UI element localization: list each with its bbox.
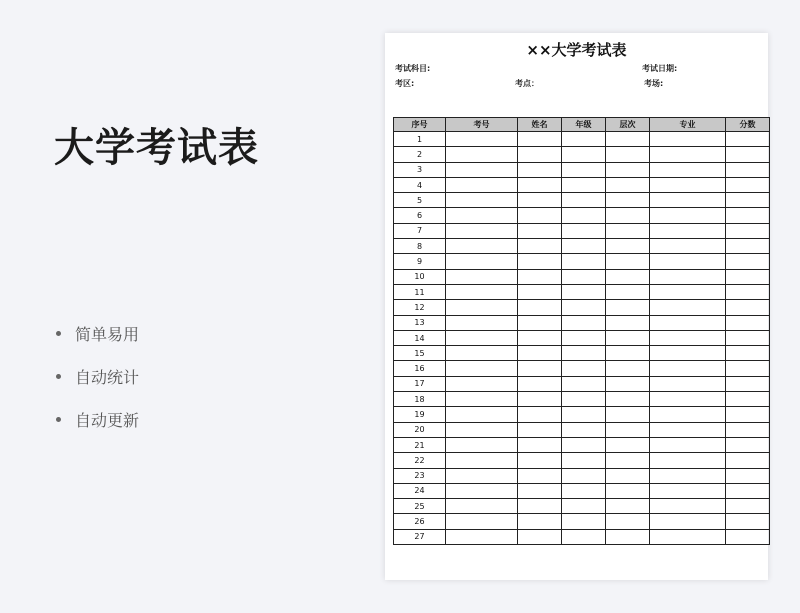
table-cell bbox=[606, 346, 650, 361]
table-row bbox=[394, 330, 770, 345]
table-row bbox=[394, 193, 770, 208]
table-cell bbox=[606, 147, 650, 162]
table-row bbox=[394, 392, 770, 407]
table-cell bbox=[726, 437, 770, 452]
table-row bbox=[394, 147, 770, 162]
row-number-cell: 12 bbox=[394, 300, 446, 315]
table-row bbox=[394, 269, 770, 284]
bullet-icon bbox=[56, 331, 61, 336]
table-row bbox=[394, 483, 770, 498]
table-cell bbox=[606, 437, 650, 452]
table-cell bbox=[606, 193, 650, 208]
table-cell bbox=[446, 407, 518, 422]
area-field-label: 考区: bbox=[395, 79, 415, 88]
table-cell bbox=[562, 300, 606, 315]
table-cell bbox=[650, 346, 726, 361]
table-cell bbox=[650, 361, 726, 376]
table-cell bbox=[726, 499, 770, 514]
table-row bbox=[394, 499, 770, 514]
table-cell bbox=[726, 346, 770, 361]
table-cell bbox=[726, 330, 770, 345]
table-cell bbox=[446, 208, 518, 223]
feature-label: 自动更新 bbox=[75, 411, 140, 430]
column-header: 分数 bbox=[726, 118, 770, 132]
table-cell bbox=[726, 315, 770, 330]
row-number-cell: 16 bbox=[394, 361, 446, 376]
table-row bbox=[394, 468, 770, 483]
table-row bbox=[394, 223, 770, 238]
table-cell bbox=[606, 208, 650, 223]
table-cell bbox=[650, 162, 726, 177]
table-cell bbox=[726, 254, 770, 269]
table-cell bbox=[562, 193, 606, 208]
table-cell bbox=[650, 407, 726, 422]
row-number-cell: 1 bbox=[394, 132, 446, 147]
table-cell bbox=[562, 269, 606, 284]
row-number-cell: 7 bbox=[394, 223, 446, 238]
row-number-cell: 15 bbox=[394, 346, 446, 361]
table-row bbox=[394, 422, 770, 437]
table-cell bbox=[518, 361, 562, 376]
table-cell bbox=[446, 300, 518, 315]
table-cell bbox=[518, 223, 562, 238]
feature-item bbox=[56, 398, 139, 441]
table-cell bbox=[446, 499, 518, 514]
table-cell bbox=[726, 300, 770, 315]
table-cell bbox=[726, 514, 770, 529]
table-cell bbox=[562, 132, 606, 147]
table-cell bbox=[650, 208, 726, 223]
table-cell bbox=[562, 422, 606, 437]
table-cell bbox=[726, 284, 770, 299]
table-cell bbox=[562, 315, 606, 330]
table-cell bbox=[562, 361, 606, 376]
table-cell bbox=[726, 223, 770, 238]
table-row bbox=[394, 239, 770, 254]
row-number-cell: 11 bbox=[394, 284, 446, 299]
table-cell bbox=[606, 499, 650, 514]
table-cell bbox=[446, 254, 518, 269]
table-cell bbox=[650, 177, 726, 192]
row-number-cell: 3 bbox=[394, 162, 446, 177]
feature-label: 自动统计 bbox=[75, 368, 140, 387]
table-cell bbox=[518, 330, 562, 345]
room-field-label: 考场: bbox=[644, 79, 664, 88]
table-cell bbox=[650, 529, 726, 544]
table-cell bbox=[650, 392, 726, 407]
table-cell bbox=[606, 453, 650, 468]
row-number-cell: 6 bbox=[394, 208, 446, 223]
table-cell bbox=[446, 361, 518, 376]
table-row bbox=[394, 315, 770, 330]
table-cell bbox=[726, 162, 770, 177]
table-row bbox=[394, 437, 770, 452]
table-cell bbox=[650, 284, 726, 299]
column-header: 年级 bbox=[562, 118, 606, 132]
table-cell bbox=[606, 529, 650, 544]
table-cell bbox=[446, 376, 518, 391]
table-cell bbox=[650, 376, 726, 391]
table-cell bbox=[518, 193, 562, 208]
table-row bbox=[394, 162, 770, 177]
table-cell bbox=[606, 392, 650, 407]
table-cell bbox=[562, 346, 606, 361]
table-cell bbox=[446, 330, 518, 345]
table-cell bbox=[562, 147, 606, 162]
row-number-cell: 8 bbox=[394, 239, 446, 254]
table-cell bbox=[562, 529, 606, 544]
table-cell bbox=[446, 147, 518, 162]
table-cell bbox=[726, 193, 770, 208]
table-cell bbox=[518, 346, 562, 361]
table-cell bbox=[650, 239, 726, 254]
table-cell bbox=[446, 132, 518, 147]
table-cell bbox=[562, 407, 606, 422]
table-cell bbox=[650, 300, 726, 315]
table-cell bbox=[606, 407, 650, 422]
table-row bbox=[394, 514, 770, 529]
table-cell bbox=[562, 376, 606, 391]
table-cell bbox=[518, 529, 562, 544]
table-cell bbox=[518, 147, 562, 162]
sheet-title: ××大学考试表 bbox=[526, 41, 627, 59]
row-number-cell: 5 bbox=[394, 193, 446, 208]
table-cell bbox=[446, 422, 518, 437]
table-cell bbox=[606, 300, 650, 315]
row-number-cell: 4 bbox=[394, 177, 446, 192]
row-number-cell: 17 bbox=[394, 376, 446, 391]
table-cell bbox=[726, 177, 770, 192]
table-cell bbox=[446, 162, 518, 177]
table-cell bbox=[518, 284, 562, 299]
table-cell bbox=[562, 514, 606, 529]
table-cell bbox=[726, 483, 770, 498]
table-cell bbox=[446, 453, 518, 468]
table-cell bbox=[518, 132, 562, 147]
table-cell bbox=[606, 269, 650, 284]
table-cell bbox=[726, 529, 770, 544]
table-cell bbox=[562, 499, 606, 514]
point-field-label: 考点： bbox=[515, 79, 539, 88]
table-header-row bbox=[394, 118, 770, 132]
table-cell bbox=[446, 239, 518, 254]
column-header: 考号 bbox=[446, 118, 518, 132]
table-cell bbox=[650, 315, 726, 330]
table-row bbox=[394, 284, 770, 299]
table-row bbox=[394, 300, 770, 315]
table-cell bbox=[726, 407, 770, 422]
table-cell bbox=[562, 468, 606, 483]
table-cell bbox=[726, 376, 770, 391]
row-number-cell: 13 bbox=[394, 315, 446, 330]
table-cell bbox=[650, 514, 726, 529]
table-row bbox=[394, 361, 770, 376]
table-cell bbox=[650, 254, 726, 269]
table-row bbox=[394, 529, 770, 544]
table-cell bbox=[562, 239, 606, 254]
table-cell bbox=[606, 330, 650, 345]
subject-field-label: 考试科目: bbox=[395, 64, 431, 73]
table-cell bbox=[562, 392, 606, 407]
table-cell bbox=[446, 223, 518, 238]
row-number-cell: 9 bbox=[394, 254, 446, 269]
table-row bbox=[394, 132, 770, 147]
table-cell bbox=[446, 315, 518, 330]
table-cell bbox=[446, 346, 518, 361]
table-cell bbox=[518, 162, 562, 177]
table-cell bbox=[446, 193, 518, 208]
table-cell bbox=[606, 223, 650, 238]
table-cell bbox=[518, 376, 562, 391]
exam-sheet-preview bbox=[385, 33, 768, 580]
table-cell bbox=[562, 208, 606, 223]
table-cell bbox=[606, 284, 650, 299]
table-cell bbox=[650, 437, 726, 452]
row-number-cell: 18 bbox=[394, 392, 446, 407]
table-cell bbox=[446, 483, 518, 498]
table-row bbox=[394, 376, 770, 391]
table-row bbox=[394, 254, 770, 269]
feature-item bbox=[56, 312, 139, 355]
table-cell bbox=[562, 177, 606, 192]
table-cell bbox=[446, 284, 518, 299]
table-cell bbox=[518, 300, 562, 315]
table-cell bbox=[606, 239, 650, 254]
exam-table bbox=[393, 117, 770, 545]
table-cell bbox=[726, 239, 770, 254]
table-cell bbox=[562, 284, 606, 299]
table-cell bbox=[650, 422, 726, 437]
table-cell bbox=[726, 453, 770, 468]
table-cell bbox=[518, 239, 562, 254]
date-field-label: 考试日期: bbox=[642, 64, 678, 73]
table-cell bbox=[650, 330, 726, 345]
row-number-cell: 22 bbox=[394, 453, 446, 468]
row-number-cell: 24 bbox=[394, 483, 446, 498]
bullet-icon bbox=[56, 374, 61, 379]
table-row bbox=[394, 346, 770, 361]
table-cell bbox=[650, 483, 726, 498]
table-cell bbox=[446, 529, 518, 544]
table-cell bbox=[650, 453, 726, 468]
table-cell bbox=[518, 392, 562, 407]
table-cell bbox=[562, 162, 606, 177]
column-header: 专业 bbox=[650, 118, 726, 132]
table-cell bbox=[446, 269, 518, 284]
table-cell bbox=[650, 499, 726, 514]
row-number-cell: 2 bbox=[394, 147, 446, 162]
table-cell bbox=[650, 269, 726, 284]
table-cell bbox=[726, 132, 770, 147]
table-cell bbox=[518, 468, 562, 483]
table-cell bbox=[606, 132, 650, 147]
table-row bbox=[394, 177, 770, 192]
table-cell bbox=[606, 514, 650, 529]
table-cell bbox=[726, 147, 770, 162]
table-cell bbox=[446, 392, 518, 407]
row-number-cell: 27 bbox=[394, 529, 446, 544]
table-cell bbox=[446, 177, 518, 192]
bullet-icon bbox=[56, 417, 61, 422]
table-cell bbox=[726, 269, 770, 284]
table-cell bbox=[446, 437, 518, 452]
table-cell bbox=[446, 514, 518, 529]
table-cell bbox=[518, 407, 562, 422]
row-number-cell: 25 bbox=[394, 499, 446, 514]
table-cell bbox=[650, 223, 726, 238]
table-cell bbox=[518, 437, 562, 452]
table-cell bbox=[726, 422, 770, 437]
table-row bbox=[394, 407, 770, 422]
table-cell bbox=[518, 177, 562, 192]
table-cell bbox=[726, 468, 770, 483]
row-number-cell: 23 bbox=[394, 468, 446, 483]
page-title: 大学考试表 bbox=[54, 125, 259, 171]
table-cell bbox=[518, 315, 562, 330]
row-number-cell: 14 bbox=[394, 330, 446, 345]
table-cell bbox=[518, 254, 562, 269]
column-header: 姓名 bbox=[518, 118, 562, 132]
table-cell bbox=[518, 483, 562, 498]
table-cell bbox=[726, 392, 770, 407]
table-cell bbox=[606, 376, 650, 391]
table-cell bbox=[562, 483, 606, 498]
table-cell bbox=[518, 453, 562, 468]
table-cell bbox=[606, 315, 650, 330]
table-cell bbox=[518, 514, 562, 529]
table-cell bbox=[606, 162, 650, 177]
table-cell bbox=[606, 483, 650, 498]
row-number-cell: 26 bbox=[394, 514, 446, 529]
table-row bbox=[394, 208, 770, 223]
table-cell bbox=[606, 361, 650, 376]
row-number-cell: 19 bbox=[394, 407, 446, 422]
feature-item bbox=[56, 355, 139, 398]
table-row bbox=[394, 453, 770, 468]
table-cell bbox=[518, 208, 562, 223]
row-number-cell: 10 bbox=[394, 269, 446, 284]
table-cell bbox=[518, 269, 562, 284]
table-cell bbox=[606, 254, 650, 269]
table-cell bbox=[518, 422, 562, 437]
table-cell bbox=[606, 177, 650, 192]
feature-list bbox=[56, 312, 139, 441]
feature-label: 简单易用 bbox=[75, 325, 140, 344]
table-cell bbox=[726, 361, 770, 376]
row-number-cell: 21 bbox=[394, 437, 446, 452]
table-cell bbox=[562, 223, 606, 238]
table-cell bbox=[562, 330, 606, 345]
table-cell bbox=[650, 468, 726, 483]
table-cell bbox=[650, 147, 726, 162]
table-cell bbox=[562, 453, 606, 468]
table-cell bbox=[650, 132, 726, 147]
table-cell bbox=[562, 254, 606, 269]
table-cell bbox=[606, 468, 650, 483]
table-cell bbox=[606, 422, 650, 437]
table-cell bbox=[650, 193, 726, 208]
column-header: 层次 bbox=[606, 118, 650, 132]
table-cell bbox=[562, 437, 606, 452]
table-cell bbox=[446, 468, 518, 483]
table-cell bbox=[726, 208, 770, 223]
table-cell bbox=[518, 499, 562, 514]
row-number-cell: 20 bbox=[394, 422, 446, 437]
column-header: 序号 bbox=[394, 118, 446, 132]
